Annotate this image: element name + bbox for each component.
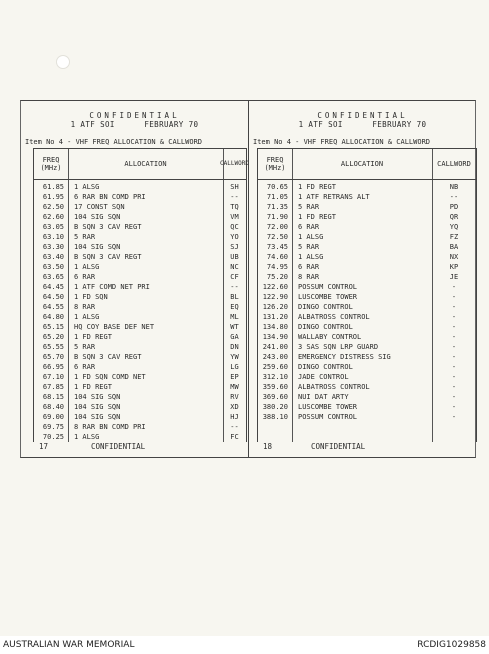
freq-cell: 70.65 — [266, 183, 288, 191]
freq-cell: 380.20 — [262, 403, 288, 411]
allocation-cell: 1 FD REGT — [298, 183, 336, 191]
callword-cell: -- — [230, 283, 239, 291]
freq-cell: 75.20 — [266, 273, 288, 281]
allocation-cell: B SQN 3 CAV REGT — [74, 353, 142, 361]
allocation-cell: 8 RAR BN COMD PRI — [74, 423, 146, 431]
freq-cell: 126.20 — [262, 303, 288, 311]
freq-cell: 69.00 — [42, 413, 64, 421]
allocation-cell: ALBATROSS CONTROL — [298, 313, 370, 321]
allocation-cell: JADE CONTROL — [298, 373, 349, 381]
allocation-cell: POSSUM CONTROL — [298, 283, 358, 291]
callword-cell: - — [451, 283, 457, 291]
callword-cell: QR — [449, 213, 459, 221]
table-row — [34, 322, 246, 332]
callword-cell: - — [451, 313, 457, 321]
callword-cell: QC — [230, 223, 239, 231]
table-row — [34, 302, 246, 312]
freq-cell: 62.60 — [42, 213, 64, 221]
callword-cell: PD — [449, 203, 459, 211]
table-row — [34, 182, 246, 192]
table-row — [34, 252, 246, 262]
freq-cell: 243.00 — [262, 353, 288, 361]
left-page — [21, 101, 248, 457]
archive-name: AUSTRALIAN WAR MEMORIAL — [3, 640, 135, 650]
table-row — [34, 212, 246, 222]
table-row — [258, 182, 476, 192]
freq-cell: 71.90 — [266, 213, 288, 221]
callword-cell: LG — [230, 363, 239, 371]
confidential-heading: CONFIDENTIAL — [89, 111, 180, 120]
freq-cell: 68.15 — [42, 393, 64, 401]
confidential-footer: CONFIDENTIAL — [91, 442, 146, 451]
freq-cell: 74.60 — [266, 253, 288, 261]
allocation-cell: 1 ALSG — [74, 433, 100, 441]
callword-cell: HJ — [230, 413, 239, 421]
table-row — [34, 342, 246, 352]
freq-cell: 312.10 — [262, 373, 288, 381]
callword-cell: - — [451, 393, 457, 401]
table-row — [34, 332, 246, 342]
callword-cell: FC — [230, 433, 239, 441]
freq-cell: 359.60 — [262, 383, 288, 391]
punch-hole — [56, 55, 70, 69]
table-row — [34, 392, 246, 402]
callword-cell: - — [451, 323, 457, 331]
callword-cell: CF — [230, 273, 239, 281]
table-row — [258, 292, 476, 302]
freq-cell: 71.35 — [266, 203, 288, 211]
callword-cell: RV — [230, 393, 239, 401]
table-row — [34, 222, 246, 232]
col-callword: CALLWORD — [437, 160, 471, 168]
allocation-cell: 5 RAR — [74, 233, 96, 241]
freq-cell: 72.00 — [266, 223, 288, 231]
table-row — [34, 352, 246, 362]
freq-cell: 241.00 — [262, 343, 288, 351]
allocation-cell: 6 RAR — [74, 363, 96, 371]
freq-cell: 131.20 — [262, 313, 288, 321]
table-row — [258, 282, 476, 292]
freq-cell: 61.85 — [42, 183, 64, 191]
table-row — [258, 392, 476, 402]
frequency-sheet — [20, 100, 476, 458]
table-row — [34, 432, 246, 442]
table-row — [258, 202, 476, 212]
callword-cell: TQ — [230, 203, 239, 211]
allocation-cell: 5 RAR — [298, 203, 320, 211]
table-row — [258, 332, 476, 342]
col-allocation: ALLOCATION — [340, 160, 384, 168]
table-row — [258, 192, 476, 202]
table-row — [34, 282, 246, 292]
callword-cell: - — [451, 373, 457, 381]
allocation-cell: EMERGENCY DISTRESS SIG — [298, 353, 391, 361]
table-row — [34, 402, 246, 412]
allocation-cell: 6 RAR — [74, 273, 96, 281]
callword-cell: FZ — [449, 233, 459, 241]
freq-cell: 69.75 — [42, 423, 64, 431]
freq-cell: 65.70 — [42, 353, 64, 361]
table-row — [34, 422, 246, 432]
table-row — [258, 412, 476, 422]
freq-cell: 74.95 — [266, 263, 288, 271]
table-row — [258, 382, 476, 392]
confidential-heading: CONFIDENTIAL — [317, 111, 408, 120]
table-row — [34, 362, 246, 372]
freq-cell: 63.30 — [42, 243, 64, 251]
freq-cell: 63.40 — [42, 253, 64, 261]
allocation-cell: 104 SIG SQN — [74, 403, 121, 411]
table-row — [34, 272, 246, 282]
allocation-cell: NUI DAT ARTY — [298, 393, 349, 401]
callword-cell: YW — [230, 353, 239, 361]
allocation-cell: 6 RAR — [298, 263, 320, 271]
allocation-cell: 1 ALSG — [74, 183, 100, 191]
freq-cell: 63.65 — [42, 273, 64, 281]
frequency-table — [33, 148, 247, 442]
table-row — [258, 372, 476, 382]
allocation-cell: 1 ALSG — [74, 263, 100, 271]
freq-cell: 65.55 — [42, 343, 64, 351]
freq-cell: 62.50 — [42, 203, 64, 211]
archive-footer — [0, 636, 489, 654]
callword-cell: BL — [230, 293, 239, 301]
table-row — [34, 382, 246, 392]
allocation-cell: 1 FD SQN COMD NET — [74, 373, 146, 381]
allocation-cell: POSSUM CONTROL — [298, 413, 358, 421]
callword-cell: XD — [230, 403, 239, 411]
table-row — [34, 312, 246, 322]
table-row — [258, 242, 476, 252]
allocation-cell: 1 FD REGT — [298, 213, 336, 221]
freq-cell: 63.05 — [42, 223, 64, 231]
callword-cell: DN — [230, 343, 239, 351]
callword-cell: - — [451, 303, 457, 311]
page-number-left: 17 — [39, 442, 49, 451]
callword-cell: YQ — [449, 223, 459, 231]
item-heading: Item No 4 - VHF FREQ ALLOCATION & CALLWORD — [25, 138, 203, 146]
table-body-left — [34, 182, 246, 442]
allocation-cell: ALBATROSS CONTROL — [298, 383, 370, 391]
table-row — [34, 412, 246, 422]
callword-cell: SH — [230, 183, 239, 191]
table-row — [258, 272, 476, 282]
freq-cell: 134.90 — [262, 333, 288, 341]
table-row — [258, 252, 476, 262]
freq-cell: 61.95 — [42, 193, 64, 201]
allocation-cell: LUSCOMBE TOWER — [298, 293, 358, 301]
callword-cell: VM — [230, 213, 239, 221]
freq-cell: 65.20 — [42, 333, 64, 341]
soi-heading: 1 ATF SOI FEBRUARY 70 — [298, 120, 427, 129]
allocation-cell: B SQN 3 CAV REGT — [74, 223, 142, 231]
allocation-cell: 1 ATF COMD NET PRI — [74, 283, 150, 291]
allocation-cell: 1 ATF RETRANS ALT — [298, 193, 370, 201]
col-allocation: ALLOCATION — [124, 160, 167, 168]
allocation-cell: LUSCOMBE TOWER — [298, 403, 358, 411]
col-freq: FREQ (MHz) — [264, 156, 286, 172]
callword-cell: BA — [449, 243, 459, 251]
callword-cell: SJ — [230, 243, 239, 251]
table-row — [34, 372, 246, 382]
allocation-cell: WALLABY CONTROL — [298, 333, 362, 341]
callword-cell: -- — [449, 193, 459, 201]
callword-cell: - — [451, 293, 457, 301]
allocation-cell: 104 SIG SQN — [74, 243, 121, 251]
allocation-cell: B SQN 3 CAV REGT — [74, 253, 142, 261]
archive-id: RCDIG1029858 — [417, 640, 486, 650]
table-body-right — [258, 182, 476, 422]
freq-cell: 63.50 — [42, 263, 64, 271]
callword-cell: GA — [230, 333, 239, 341]
callword-cell: NX — [449, 253, 459, 261]
allocation-cell: 104 SIG SQN — [74, 213, 121, 221]
freq-cell: 64.80 — [42, 313, 64, 321]
allocation-cell: 5 RAR — [298, 243, 320, 251]
freq-cell: 259.60 — [262, 363, 288, 371]
table-row — [258, 302, 476, 312]
callword-cell: KP — [449, 263, 459, 271]
freq-cell: 134.80 — [262, 323, 288, 331]
freq-cell: 67.85 — [42, 383, 64, 391]
freq-cell: 68.40 — [42, 403, 64, 411]
table-row — [34, 192, 246, 202]
table-row — [258, 222, 476, 232]
allocation-cell: 5 RAR — [74, 343, 96, 351]
callword-cell: - — [451, 383, 457, 391]
callword-cell: EP — [230, 373, 239, 381]
callword-cell: - — [451, 403, 457, 411]
table-row — [34, 242, 246, 252]
soi-heading: 1 ATF SOI FEBRUARY 70 — [70, 120, 199, 129]
callword-cell: JE — [449, 273, 459, 281]
table-row — [258, 212, 476, 222]
callword-cell: - — [451, 333, 457, 341]
freq-cell: 70.25 — [42, 433, 64, 441]
freq-cell: 66.95 — [42, 363, 64, 371]
allocation-cell: 1 FD SQN — [74, 293, 108, 301]
col-callword: CALLWORD — [220, 160, 249, 167]
freq-cell: 122.90 — [262, 293, 288, 301]
table-row — [34, 232, 246, 242]
col-freq: FREQ (MHz) — [40, 156, 62, 172]
allocation-cell: 1 ALSG — [298, 233, 324, 241]
allocation-cell: 1 ALSG — [298, 253, 324, 261]
callword-cell: - — [451, 343, 457, 351]
table-row — [34, 262, 246, 272]
callword-cell: -- — [230, 193, 239, 201]
table-row — [258, 352, 476, 362]
allocation-cell: 8 RAR — [74, 303, 96, 311]
allocation-cell: 6 RAR BN COMD PRI — [74, 193, 146, 201]
allocation-cell: 1 ALSG — [74, 313, 100, 321]
freq-cell: 67.10 — [42, 373, 64, 381]
freq-cell: 73.45 — [266, 243, 288, 251]
allocation-cell: 8 RAR — [298, 273, 320, 281]
table-row — [258, 362, 476, 372]
freq-cell: 63.10 — [42, 233, 64, 241]
page-number-right: 18 — [263, 442, 273, 451]
callword-cell: ML — [230, 313, 239, 321]
allocation-cell: 104 SIG SQN — [74, 413, 121, 421]
allocation-cell: 17 CONST SQN — [74, 203, 125, 211]
freq-cell: 64.50 — [42, 293, 64, 301]
callword-cell: UB — [230, 253, 239, 261]
callword-cell: - — [451, 353, 457, 361]
table-row — [258, 322, 476, 332]
table-row — [258, 402, 476, 412]
allocation-cell: 1 FD REGT — [74, 333, 112, 341]
callword-cell: MW — [230, 383, 239, 391]
allocation-cell: HQ COY BASE DEF NET — [74, 323, 155, 331]
table-row — [258, 232, 476, 242]
freq-cell: 388.10 — [262, 413, 288, 421]
callword-cell: NC — [230, 263, 239, 271]
allocation-cell: DINGO CONTROL — [298, 303, 353, 311]
allocation-cell: 104 SIG SQN — [74, 393, 121, 401]
table-row — [258, 342, 476, 352]
allocation-cell: 3 SAS SQN LRP GUARD — [298, 343, 379, 351]
allocation-cell: DINGO CONTROL — [298, 363, 353, 371]
callword-cell: NB — [449, 183, 459, 191]
allocation-cell: 1 FD REGT — [74, 383, 112, 391]
item-heading: Item No 4 - VHF FREQ ALLOCATION & CALLWORD — [253, 138, 431, 146]
table-row — [34, 292, 246, 302]
freq-cell: 64.45 — [42, 283, 64, 291]
callword-cell: - — [451, 363, 457, 371]
freq-cell: 369.60 — [262, 393, 288, 401]
freq-cell: 65.15 — [42, 323, 64, 331]
callword-cell: WT — [230, 323, 239, 331]
freq-cell: 64.55 — [42, 303, 64, 311]
table-row — [258, 312, 476, 322]
freq-cell: 122.60 — [262, 283, 288, 291]
frequency-table — [257, 148, 477, 442]
allocation-cell: 6 RAR — [298, 223, 320, 231]
callword-cell: -- — [230, 423, 239, 431]
confidential-footer: CONFIDENTIAL — [311, 442, 366, 451]
freq-cell: 71.05 — [266, 193, 288, 201]
callword-cell: - — [451, 413, 457, 421]
callword-cell: YO — [230, 233, 239, 241]
table-row — [34, 202, 246, 212]
freq-cell: 72.50 — [266, 233, 288, 241]
table-row — [258, 262, 476, 272]
allocation-cell: DINGO CONTROL — [298, 323, 353, 331]
callword-cell: EQ — [230, 303, 239, 311]
right-page — [248, 101, 476, 457]
